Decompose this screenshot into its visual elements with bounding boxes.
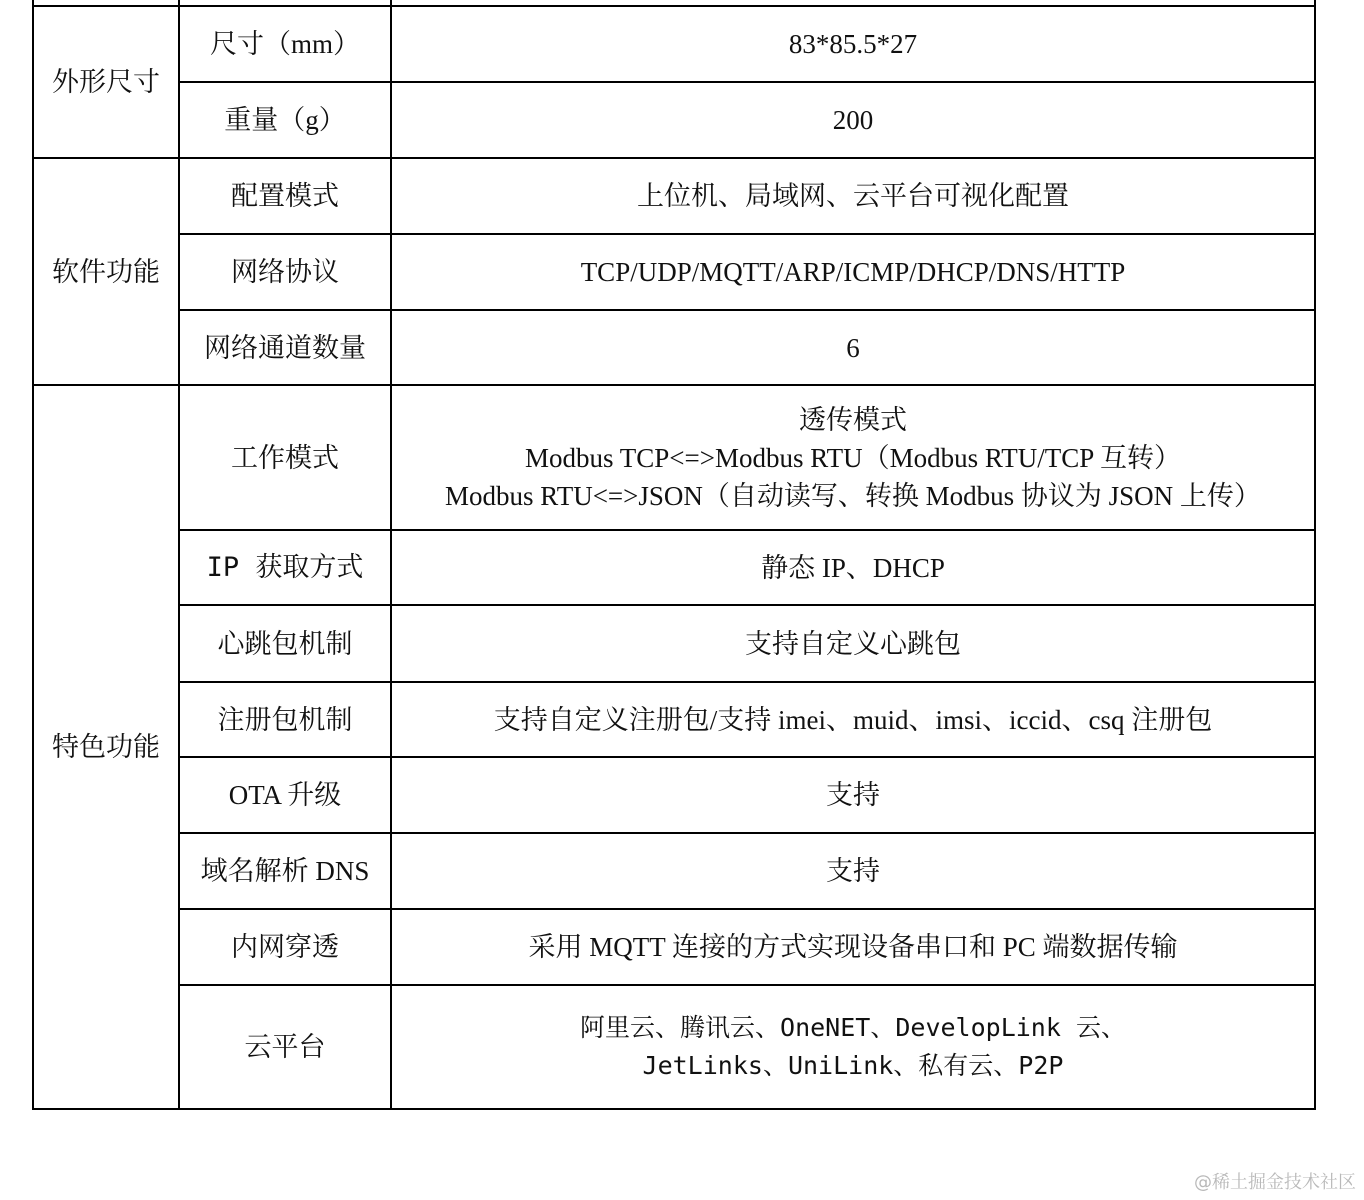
row-value-ip-mode: 静态 IP、DHCP [391,530,1315,605]
table-row [33,530,1315,605]
row-value-work-mode [391,385,1315,530]
watermark-text: @稀土掘金技术社区 [1194,1172,1356,1193]
row-label-channels: 网络通道数量 [179,310,391,385]
row-label-ip-mode: IP 获取方式 [179,530,391,605]
table-row [33,6,1315,82]
group-label-software: 软件功能 [33,158,179,385]
table-row [33,310,1315,385]
group-label-features: 特色功能 [33,385,179,1109]
work-mode-line: Modbus TCP<=>Modbus RTU（Modbus RTU/TCP 互转） [524,442,1182,473]
row-label-config-mode: 配置模式 [179,158,391,234]
row-value-protocol: TCP/UDP/MQTT/ARP/ICMP/DHCP/DNS/HTTP [391,234,1315,310]
row-label-intranet: 内网穿透 [179,909,391,985]
table-row [33,909,1315,985]
row-label-dimensions: 尺寸（mm） [179,6,391,82]
row-value-dimensions: 83*85.5*27 [391,6,1315,82]
row-value-config-mode: 上位机、局域网、云平台可视化配置 [391,158,1315,234]
spec-table [32,0,1316,1110]
row-value-intranet: 采用 MQTT 连接的方式实现设备串口和 PC 端数据传输 [391,909,1315,985]
table-row [33,385,1315,530]
table-row [33,158,1315,234]
row-value-register: 支持自定义注册包/支持 imei、muid、imsi、iccid、csq 注册包 [391,682,1315,757]
row-value-heartbeat: 支持自定义心跳包 [391,605,1315,682]
cloud-line: JetLinks、UniLink、私有云、P2P [642,1051,1064,1080]
row-value-channels: 6 [391,310,1315,385]
row-label-protocol: 网络协议 [179,234,391,310]
table-row [33,985,1315,1109]
row-label-work-mode: 工作模式 [179,385,391,530]
row-label-ota: OTA 升级 [179,757,391,833]
table-row [33,682,1315,757]
row-value-ota: 支持 [391,757,1315,833]
cloud-line: 阿里云、腾讯云、OneNET、DevelopLink 云、 [580,1013,1126,1042]
row-label-cloud: 云平台 [179,985,391,1109]
row-label-dns: 域名解析 DNS [179,833,391,909]
row-value-weight: 200 [391,82,1315,158]
row-label-weight: 重量（g） [179,82,391,158]
table-row [33,234,1315,310]
work-mode-line: 透传模式 [799,404,907,435]
table-row [33,757,1315,833]
row-value-dns: 支持 [391,833,1315,909]
row-label-heartbeat: 心跳包机制 [179,605,391,682]
row-value-cloud [391,985,1315,1109]
table-row [33,605,1315,682]
work-mode-line: Modbus RTU<=>JSON（自动读写、转换 Modbus 协议为 JSON 上传） [445,480,1261,511]
table-row [33,833,1315,909]
group-label-size: 外形尺寸 [33,6,179,158]
table-row [33,82,1315,158]
row-label-register: 注册包机制 [179,682,391,757]
